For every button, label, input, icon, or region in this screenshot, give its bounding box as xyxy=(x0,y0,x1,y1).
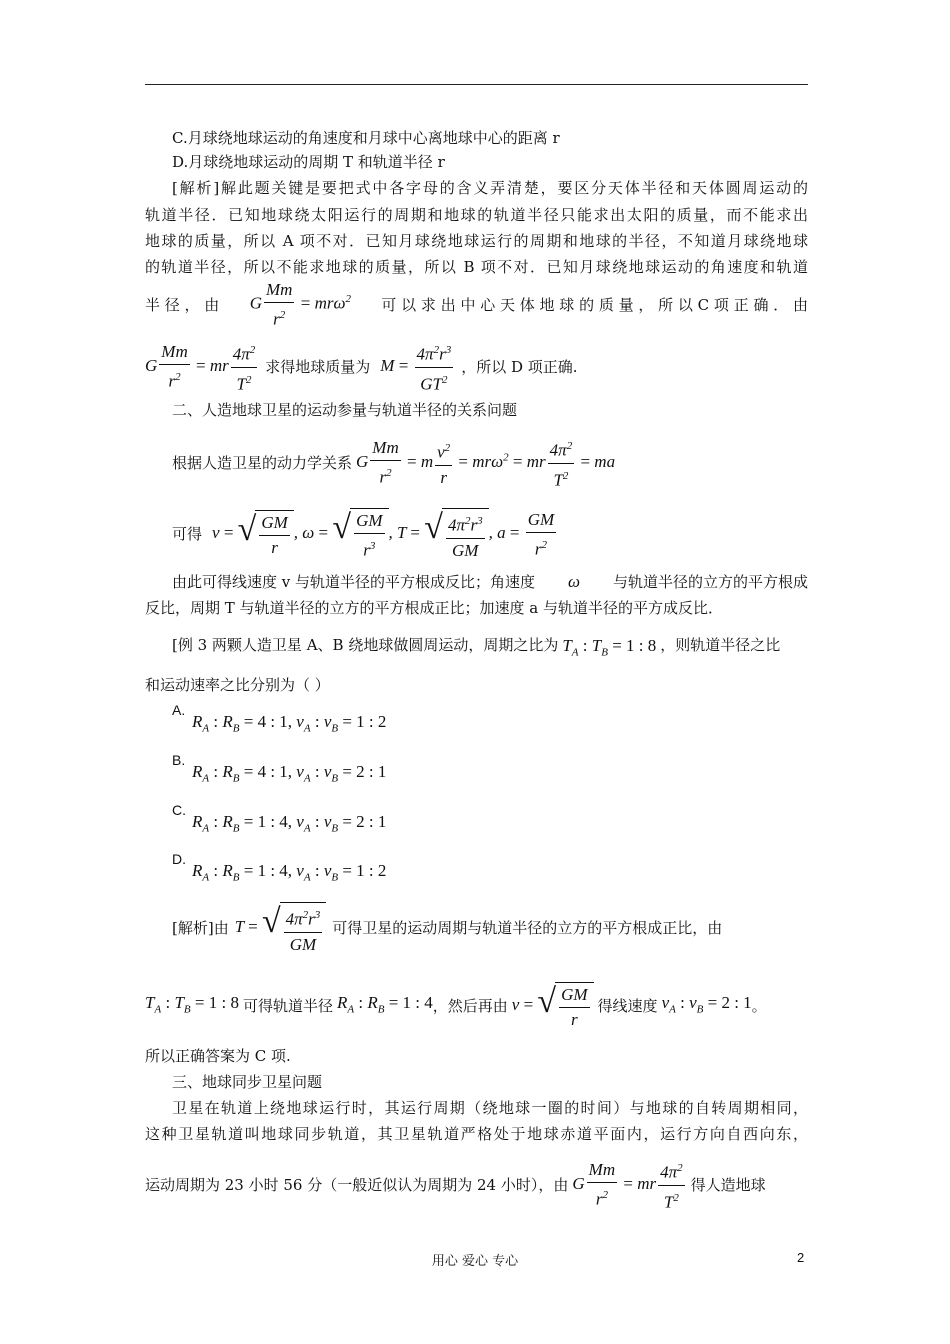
formula-gravity-period: G $\frac{Mm}{r^2}$ = mr $\frac{4\pi^2}{T^2}$ xyxy=(145,340,259,394)
formula-period-ratio: $T_A$ : $T_B = 1$ : 8 xyxy=(562,636,657,659)
option-d: D.月球绕地球运动的周期 T 和轨道半径 r xyxy=(172,153,445,171)
example3-ans-post: 可得卫星的运动周期与轨道半径的立方的平方根成正比，由 xyxy=(332,919,723,938)
relation-pre: 根据人造卫星的动力学关系 xyxy=(172,454,353,473)
formula-ratio-t: $T_A$ : $T_B = 1$ : 8 xyxy=(145,992,239,1016)
omega-symbol: ω xyxy=(567,572,580,591)
formula-dynamics: G $\frac{Mm}{r^2}$ = m $\frac{v^2}{r}$ = mrω$^2$ = mr $\frac{4\pi^2}{T^2}$ = ma xyxy=(356,436,615,490)
option-a-formula: $R_A$ : $R_B = 4$ : 1, $v_A$ : $v_B = 1$ : 2 xyxy=(192,712,387,735)
option-c: C.月球绕地球运动的角速度和月球中心离地球中心的距离 r xyxy=(172,129,560,147)
page-number: 2 xyxy=(797,1250,805,1265)
example3-stem-line2: 和运动速率之比分别为（ ） xyxy=(145,676,330,694)
section2-heading: 二、人造地球卫星的运动参量与轨道半径的关系问题 xyxy=(172,401,518,419)
formula-ratio-r: $R_A$ : $R_B = 1$ : 4 xyxy=(336,992,433,1016)
example3-analysis-1 xyxy=(172,902,808,955)
example3-ans2-b: ，然后再由 xyxy=(432,997,508,1015)
analysis-line-5 xyxy=(145,280,808,330)
analysis-line-2: 轨道半径．已知地球绕太阳运行的周期和地球的轨道半径只能求出太阳的质量，而不能求出 xyxy=(145,206,808,224)
formula-period-sqrt: T = √ $\frac{4\pi^2r^3}{GM}$ xyxy=(235,902,327,955)
section3-line-1: 卫星在轨道上绕地球运行时，其运行周期（绕地球一圈的时间）与地球的自转周期相同， xyxy=(172,1099,808,1117)
analysis-line-3: 地球的质量，所以 A 项不对．已知月球绕地球运行的周期和地球的半径，不知道月球绕地球 xyxy=(145,232,808,250)
conclusion-1-post: 与轨道半径的立方的平方根成 xyxy=(612,573,808,591)
formula-sync-orbit: G $\frac{Mm}{r^2}$ = mr $\frac{4\pi^2}{T^2}$ xyxy=(572,1158,686,1212)
option-d-label: D. xyxy=(172,851,186,867)
conclusion-line-2: 反比，周期 T 与轨道半径的立方的平方根成正比；加速度 a 与轨道半径的平方成反比． xyxy=(145,599,724,617)
example3-analysis-2 xyxy=(145,982,808,1030)
example3-ans2-d: 。 xyxy=(751,997,767,1015)
option-c-label: C. xyxy=(172,802,186,818)
conclusion-1-pre: 由此可得线速度 v 与轨道半径的平方根成反比；角速度 xyxy=(172,573,536,591)
derive-pre: 可得 xyxy=(172,525,203,544)
example3-ans2-a: 可得轨道半径 xyxy=(242,997,333,1015)
example3-stem-pre: [例 3 两颗人造卫星 A、B 绕地球做圆周运动，周期之比为 xyxy=(172,636,559,655)
section3-line-3-post: 得人造地球 xyxy=(690,1176,766,1195)
analysis-line-6-mid: 求得地球质量为 xyxy=(265,358,371,377)
formula-velocity: v = √ $\frac{GM}{r}$ xyxy=(512,982,594,1030)
example3-conclusion: 所以正确答案为 C 项. xyxy=(145,1047,291,1065)
formula-ratio-v: $v_A$ : $v_B = 2$ : 1 xyxy=(661,992,752,1016)
dynamics-relation xyxy=(172,436,808,490)
page-footer: 用心 爱心 专心 xyxy=(431,1254,519,1269)
section3-line-3 xyxy=(145,1158,808,1212)
derived-quantities xyxy=(172,508,808,561)
analysis-line-6-post: ，所以 D 项正确. xyxy=(461,358,578,377)
option-c-formula: $R_A$ : $R_B = 1$ : 4, $v_A$ : $v_B = 2$ : 1 xyxy=(192,812,387,835)
formula-earth-mass: M = $\frac{4\pi^2r^3}{GT^2}$ xyxy=(380,340,455,394)
option-b-label: B. xyxy=(172,752,186,768)
option-d-formula: $R_A$ : $R_B = 1$ : 4, $v_A$ : $v_B = 1$ : 2 xyxy=(192,861,387,884)
analysis-line-1: [解析]解此题关键是要把式中各字母的含义弄清楚，要区分天体半径和天体圆周运动的 xyxy=(172,179,808,197)
analysis-line-5-post: 可 以 求 出 中 心 天 体 地 球 的 质 量 ， 所 以 C 项 正 确 ． 由 xyxy=(381,295,808,314)
formula-gravity-omega: G $\frac{Mm}{r^2}$ = mrω$^2$ xyxy=(249,280,351,329)
option-b-formula: $R_A$ : $R_B = 4$ : 1, $v_A$ : $v_B = 2$ : 1 xyxy=(192,762,387,785)
analysis-line-4: 的轨道半径，所以不能求地球的质量，所以 B 项不对．已知月球绕地球运动的角速度和轨道 xyxy=(145,258,808,276)
section3-line-3-pre: 运动周期为 23 小时 56 分（一般近似认为周期为 24 小时），由 xyxy=(145,1176,569,1195)
example3-ans2-c: 得线速度 xyxy=(597,997,658,1015)
section3-line-2: 这种卫星轨道叫地球同步轨道，其卫星轨道严格处于地球赤道平面内，运行方向自西向东， xyxy=(145,1125,808,1143)
conclusion-line-1 xyxy=(172,572,808,592)
example3-stem xyxy=(172,628,808,662)
option-a-label: A. xyxy=(172,702,186,718)
example3-ans-pre: [解析]由 xyxy=(172,919,229,938)
analysis-line-6 xyxy=(145,340,808,394)
example3-stem-post: ，则轨道半径之比 xyxy=(660,636,781,655)
analysis-line-5-pre: 半 径 ， 由 xyxy=(145,295,220,314)
formula-derived: v = √ $\frac{GM}{r}$ , ω = √ $\frac{GM}{r^3}$ , T = √ $\frac{4\pi^2r^3}{GM}$ , a = $\frac{GM}{r^2}$ xyxy=(212,509,555,560)
section3-heading: 三、地球同步卫星问题 xyxy=(172,1073,323,1091)
header-rule xyxy=(145,84,808,85)
